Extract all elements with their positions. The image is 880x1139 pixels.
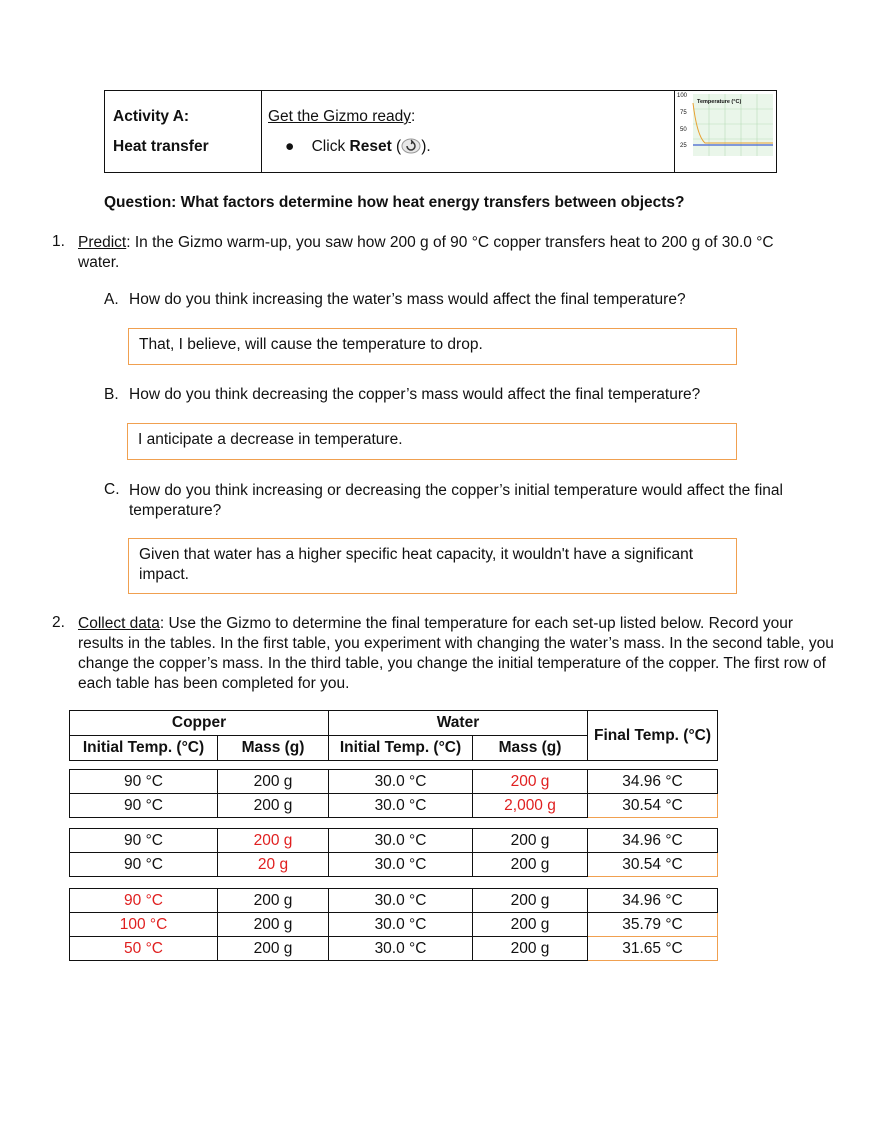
get-ready-label: Get the Gizmo ready bbox=[268, 108, 412, 125]
copper-group-header: Copper bbox=[70, 711, 329, 736]
q1a-text: How do you think increasing the water’s mass would affect the final temperature? bbox=[129, 291, 686, 308]
answer-cell[interactable]: 30.54 °C bbox=[588, 853, 718, 877]
q1b-answer[interactable]: I anticipate a decrease in temperature. bbox=[127, 423, 737, 460]
get-ready-line: Get the Gizmo ready: bbox=[268, 108, 416, 125]
activity-topic: Heat transfer bbox=[113, 138, 209, 155]
main-question: Question: What factors determine how heat energy transfers between objects? bbox=[104, 194, 685, 211]
cell: 30.0 °C bbox=[329, 770, 473, 794]
cell: 30.0 °C bbox=[329, 829, 473, 853]
answer-cell[interactable]: 30.54 °C bbox=[588, 794, 718, 818]
graph-tick-25: 25 bbox=[680, 143, 687, 149]
cell: 200 g bbox=[218, 770, 329, 794]
q1a-answer[interactable]: That, I believe, will cause the temperature to drop. bbox=[128, 328, 737, 365]
cell: 2,000 g bbox=[473, 794, 588, 818]
activity-header bbox=[104, 90, 777, 173]
copper-mass-header: Mass (g) bbox=[218, 736, 329, 761]
q2-label: Collect data bbox=[78, 615, 160, 632]
answer-cell[interactable]: 35.79 °C bbox=[588, 913, 718, 937]
cell: 200 g bbox=[473, 829, 588, 853]
q1c-text: How do you think increasing or decreasing the copper’s initial temperature would affect the final temperature? bbox=[129, 482, 783, 519]
cell: 200 g bbox=[218, 913, 329, 937]
bullet-icon: ● bbox=[285, 138, 295, 155]
cell: 200 g bbox=[473, 889, 588, 913]
final-temp-header: Final Temp. (°C) bbox=[588, 711, 718, 761]
q1a-letter: A. bbox=[104, 291, 119, 308]
q2-number: 2. bbox=[52, 614, 65, 631]
cell: 30.0 °C bbox=[329, 794, 473, 818]
cell: 200 g bbox=[473, 913, 588, 937]
table-row bbox=[70, 794, 718, 818]
copper-initial-temp-header: Initial Temp. (°C) bbox=[70, 736, 218, 761]
water-mass-header: Mass (g) bbox=[473, 736, 588, 761]
water-initial-temp-header: Initial Temp. (°C) bbox=[329, 736, 473, 761]
cell: 90 °C bbox=[70, 853, 218, 877]
cell: 50 °C bbox=[70, 937, 218, 961]
data-table-3 bbox=[69, 888, 718, 961]
table-row bbox=[70, 937, 718, 961]
table-row bbox=[70, 913, 718, 937]
q2-text: : Use the Gizmo to determine the final temperature for each set-up listed below. Record your results in the tables. In the first table, you experiment with changing the water’s mass. In the second table, you change the copper’s mass. In the third table, you change the initial temperature of the copper. The first row of each table has been completed for you. bbox=[78, 615, 834, 692]
q1-number: 1. bbox=[52, 233, 65, 250]
answer-cell[interactable]: 31.65 °C bbox=[588, 937, 718, 961]
cell: 200 g bbox=[218, 889, 329, 913]
cell: 34.96 °C bbox=[588, 829, 718, 853]
graph-tick-75: 75 bbox=[680, 110, 687, 116]
graph-tick-50: 50 bbox=[680, 127, 687, 133]
cell: 200 g bbox=[473, 770, 588, 794]
graph-thumbnail bbox=[674, 91, 777, 172]
data-table-1 bbox=[69, 769, 718, 818]
table-row bbox=[70, 853, 718, 877]
water-group-header: Water bbox=[329, 711, 588, 736]
cell: 200 g bbox=[218, 937, 329, 961]
graph-tick-100: 100 bbox=[677, 93, 688, 99]
table-row bbox=[70, 829, 718, 853]
activity-cell bbox=[105, 91, 262, 172]
cell: 90 °C bbox=[70, 889, 218, 913]
table-header bbox=[69, 710, 718, 761]
q1c-answer[interactable]: Given that water has a higher specific heat capacity, it wouldn't have a significant impact. bbox=[128, 538, 737, 594]
cell: 30.0 °C bbox=[329, 937, 473, 961]
click-word: Click bbox=[311, 138, 346, 155]
cell: 20 g bbox=[218, 853, 329, 877]
table-row bbox=[70, 889, 718, 913]
cell: 200 g bbox=[473, 853, 588, 877]
q1b-letter: B. bbox=[104, 386, 119, 403]
q1-prompt bbox=[78, 233, 808, 273]
cell: 90 °C bbox=[70, 770, 218, 794]
reset-icon[interactable] bbox=[401, 138, 421, 154]
cell: 30.0 °C bbox=[329, 913, 473, 937]
cell: 90 °C bbox=[70, 794, 218, 818]
cell: 90 °C bbox=[70, 829, 218, 853]
table-row bbox=[70, 770, 718, 794]
cell: 30.0 °C bbox=[329, 853, 473, 877]
q1b-text: How do you think decreasing the copper’s mass would affect the final temperature? bbox=[129, 386, 701, 403]
q1-text: : In the Gizmo warm-up, you saw how 200 g of 90 °C copper transfers heat to 200 g of 30.0 °C water. bbox=[78, 234, 774, 271]
reset-instruction: ● Click Reset ( ). bbox=[285, 138, 431, 155]
activity-label: Activity A: bbox=[113, 108, 190, 125]
reset-word: Reset bbox=[349, 138, 392, 155]
cell: 34.96 °C bbox=[588, 770, 718, 794]
graph-title: Temperature (°C) bbox=[697, 99, 742, 105]
cell: 200 g bbox=[473, 937, 588, 961]
cell: 34.96 °C bbox=[588, 889, 718, 913]
cell: 200 g bbox=[218, 794, 329, 818]
q1c-letter: C. bbox=[104, 481, 120, 498]
cell: 200 g bbox=[218, 829, 329, 853]
q2-prompt bbox=[78, 614, 838, 694]
q1-label: Predict bbox=[78, 234, 127, 251]
data-table-2 bbox=[69, 828, 718, 877]
cell: 30.0 °C bbox=[329, 889, 473, 913]
cell: 100 °C bbox=[70, 913, 218, 937]
